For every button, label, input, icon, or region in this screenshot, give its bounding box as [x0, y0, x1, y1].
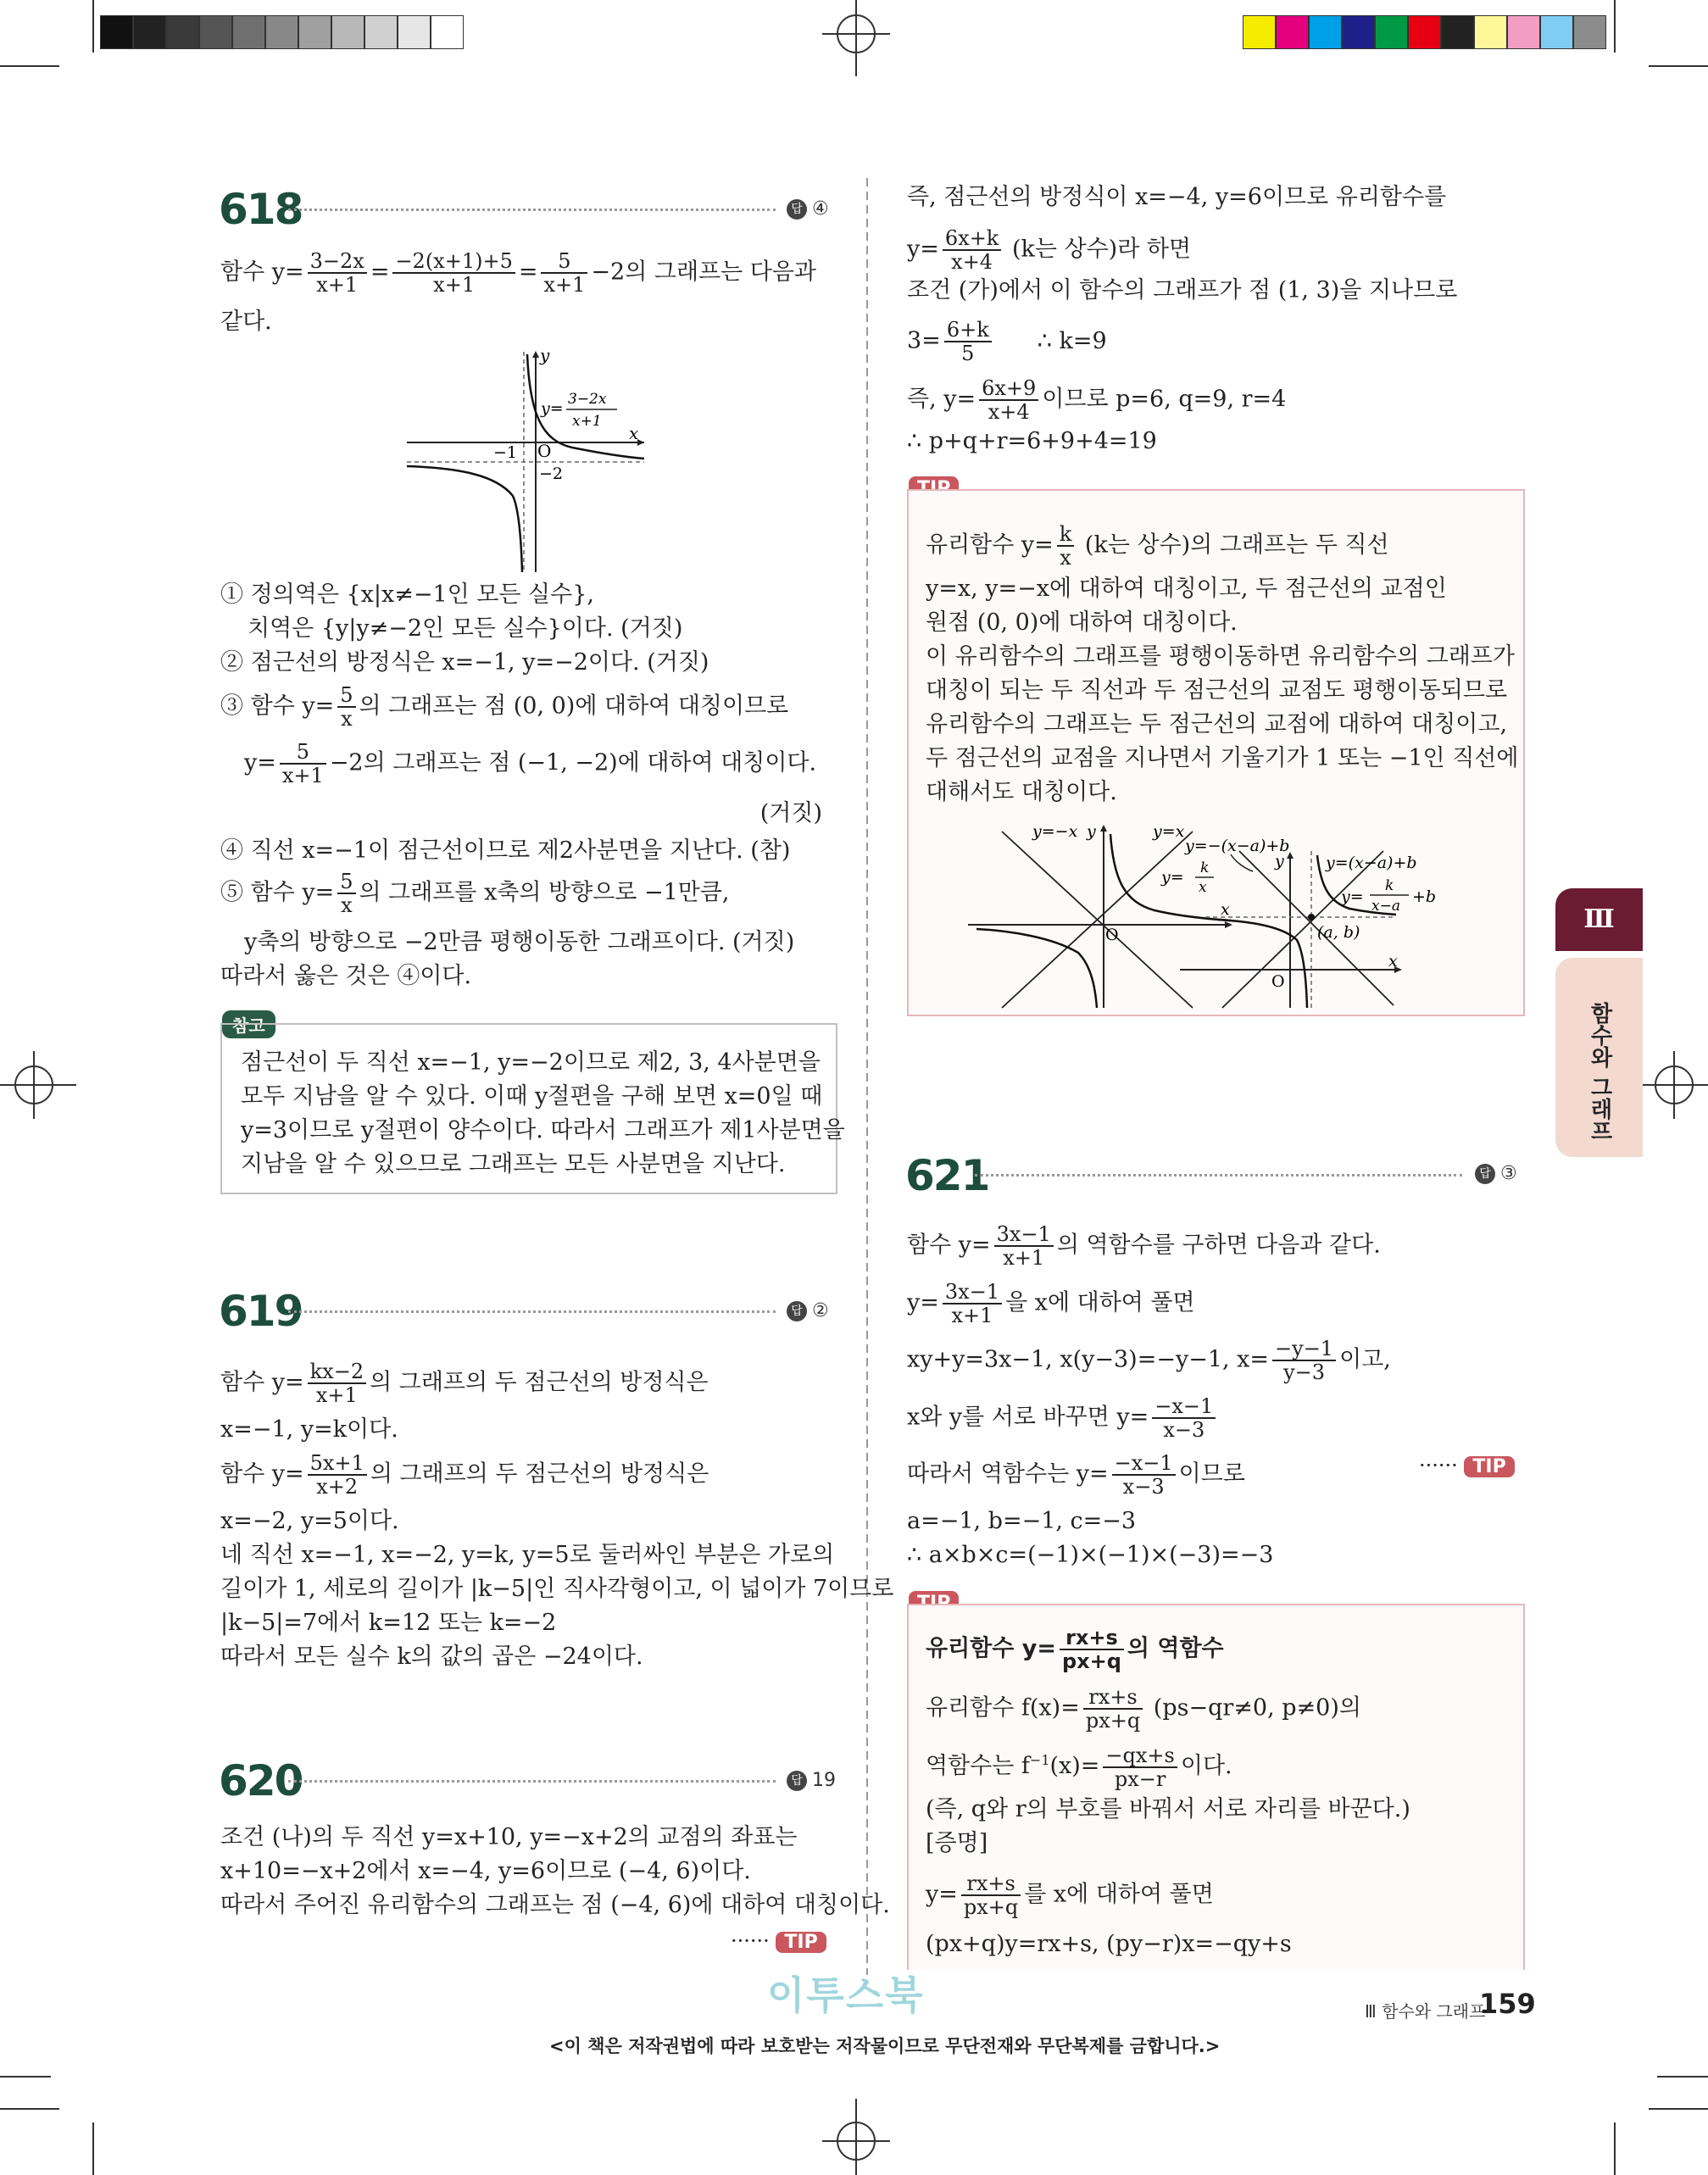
curve-label-shift: +b	[1412, 887, 1437, 906]
curve-label: y=	[1341, 887, 1364, 906]
chapter-tab[interactable]	[1555, 958, 1643, 1157]
axis-label-x: x	[1388, 952, 1398, 971]
answer-621: 답 ③	[1475, 1163, 1517, 1184]
tick-neg2: −2	[539, 464, 564, 483]
origin-label: O	[537, 441, 552, 461]
line-label-neg: y=−(x−a)+b	[1185, 837, 1290, 855]
page-number: 159	[1479, 1988, 1536, 2020]
axis-label-x: x	[629, 423, 639, 443]
line: 함수 y= $\frac{3x-1}{x+1}$ 의 역함수를 구하면 다음과 같다.	[907, 1222, 1381, 1270]
curve-label-num: 3−2x	[568, 391, 607, 408]
tip-line: 두 점근선의 교점을 지나면서 기울기가 1 또는 −1인 직선에	[926, 745, 1519, 771]
curve-label-num: k	[1385, 877, 1394, 894]
note-line: 모두 지남을 알 수 있다. 이때 y절편을 구해 보면 x=0일 때	[241, 1083, 823, 1110]
line: 함수 y= $\frac{kx-2}{x+1}$ 의 그래프의 두 점근선의 방정식은	[220, 1360, 709, 1407]
curve-label-den: x+1	[572, 413, 602, 430]
option-5-cont: y축의 방향으로 −2만큼 평행이동한 그래프이다. (거짓)	[244, 929, 795, 955]
answer-620: 답 19	[787, 1770, 836, 1791]
watermark-logo: 이투스북	[767, 1972, 925, 2018]
chapter-tab-number[interactable]: Ⅲ	[1555, 888, 1643, 951]
option-1-cont: 치역은 {y|y≠−2인 모든 실수}이다. (거짓)	[248, 615, 683, 642]
line: a=−1, b=−1, c=−3	[907, 1508, 1137, 1534]
option-3: ③ 함수 y= $\frac{5}{x}$ 의 그래프는 점 (0, 0)에 대하여 대칭이므로	[220, 683, 789, 731]
line: x와 y를 서로 바꾸면 y= $\frac{-x-1}{x-3}$	[907, 1395, 1219, 1441]
dotted-leader	[288, 209, 776, 211]
answer-618: 답 ④	[787, 198, 829, 220]
dotted-leader	[288, 1780, 776, 1783]
line: 같다.	[220, 309, 272, 335]
answer-619: 답 ②	[787, 1300, 829, 1321]
tip-reference-621: ······ TIP	[1419, 1454, 1515, 1477]
curve-label: y=	[541, 399, 564, 418]
axis-label-y: y	[1275, 852, 1284, 871]
tip-line: 이 유리함수의 그래프를 평행이동하면 유리함수의 그래프가	[926, 643, 1515, 670]
line: ∴ a×b×c=(−1)×(−1)×(−3)=−3	[907, 1542, 1274, 1568]
tip-line: [증명]	[926, 1830, 988, 1856]
axis-label-y: y	[540, 348, 550, 365]
line: |k−5|=7에서 k=12 또는 k=−2	[220, 1610, 557, 1636]
graph-618	[398, 348, 653, 576]
line: 함수 y= $\frac{3-2x}{x+1}$ = $\frac{-2(x+1)+5}{x+1}$ = $\frac{5}{x+1}$ −2의 그래프는 다음과	[220, 249, 817, 297]
line: x+10=−x+2에서 x=−4, y=6이므로 (−4, 6)이다.	[220, 1858, 751, 1884]
curve-label-num: k	[1200, 859, 1210, 876]
tip-line: 역함수는 $f^{-1}(x)=$ $\frac{-qx+s}{px-r}$ 이다.	[926, 1743, 1232, 1791]
tick-neg1: −1	[493, 443, 518, 462]
tip-line: 유리함수 f(x)= $\frac{rx+s}{px+q}$ (ps−qr≠0, p≠0)의	[926, 1685, 1361, 1733]
line: 즉, 점근선의 방정식이 x=−4, y=6이므로 유리함수를	[907, 184, 1447, 210]
tip-line: 유리함수의 그래프는 두 점근선의 교점에 대하여 대칭이고,	[926, 711, 1508, 737]
axis-label-y: y	[1087, 822, 1096, 841]
problem-number-620: 620	[219, 1756, 303, 1805]
tip-line: (즉, q와 r의 부호를 바꿔서 서로 자리를 바꾼다.)	[926, 1796, 1410, 1822]
curve-label-den: x	[1199, 879, 1207, 896]
note-line: 지남을 알 수 있으므로 그래프는 모든 사분면을 지난다.	[241, 1151, 786, 1177]
line: ∴ p+q+r=6+9+4=19	[907, 428, 1157, 454]
tip-box-asymptote-symmetry	[907, 489, 1525, 1016]
tip-line: 원점 (0, 0)에 대하여 대칭이다.	[926, 609, 1238, 636]
line: 조건 (가)에서 이 함수의 그래프가 점 (1, 3)을 지나므로	[907, 277, 1458, 303]
tip-line: (px+q)y=rx+s, (py−r)x=−qy+s	[926, 1931, 1292, 1957]
conclusion: 따라서 옳은 것은 ④이다.	[220, 963, 472, 989]
dotted-leader	[288, 1310, 776, 1313]
option-4: ④ 직선 x=−1이 점근선이므로 제2사분면을 지난다. (참)	[220, 837, 791, 864]
line: 따라서 역함수는 y= $\frac{-x-1}{x-3}$ 이므로	[907, 1451, 1245, 1499]
option-5: ⑤ 함수 y= $\frac{5}{x}$ 의 그래프를 x축의 방향으로 −1만큼,	[220, 870, 730, 917]
line: 조건 (나)의 두 직선 y=x+10, y=−x+2의 교점의 좌표는	[220, 1824, 798, 1850]
chapter-tab-title: 함수와 그래프	[1587, 1002, 1612, 1143]
center-point-label: (a, b)	[1317, 923, 1360, 942]
option-3-cont: y= $\frac{5}{x+1}$ −2의 그래프는 점 (−1, −2)에 대하여 대칭이다.	[244, 740, 817, 787]
line-label-neg: y=−x	[1032, 822, 1078, 841]
note-tag: 참고	[222, 1010, 275, 1038]
tip-line: 유리함수 y= $\frac{k}{x}$ (k는 상수)의 그래프는 두 직선	[926, 522, 1389, 570]
line: 함수 y= $\frac{5x+1}{x+2}$ 의 그래프의 두 점근선의 방정식은	[220, 1451, 709, 1499]
problem-number-618: 618	[219, 185, 303, 234]
line: x=−2, y=5이다.	[220, 1508, 399, 1534]
tip-reference-620: ······ TIP	[731, 1929, 826, 1953]
tip-line: 대해서도 대칭이다.	[926, 779, 1117, 805]
line: 네 직선 x=−1, x=−2, y=k, y=5로 둘러싸인 부분은 가로의	[220, 1542, 835, 1568]
line: 길이가 1, 세로의 길이가 |k−5|인 직사각형이고, 이 넓이가 7이므로	[220, 1576, 894, 1602]
curve-label-den: x−a	[1371, 898, 1400, 915]
line: xy+y=3x−1, x(y−3)=−y−1, x= $\frac{-y-1}{y-3}$ 이고,	[907, 1337, 1391, 1384]
option-1: ① 정의역은 {x|x≠−1인 모든 실수},	[220, 581, 594, 608]
tip-line: 대칭이 되는 두 직선과 두 점근선의 교점도 평행이동되므로	[926, 677, 1508, 704]
tip-heading: 유리함수 y= $\frac{rx+s}{px+q}$ 의 역함수	[926, 1626, 1224, 1673]
note-line: y=3이므로 y절편이 양수이다. 따라서 그래프가 제1사분면을	[241, 1117, 845, 1143]
tip-box-inverse	[907, 1604, 1525, 1970]
origin-label: O	[1105, 926, 1119, 944]
line: 따라서 주어진 유리함수의 그래프는 점 (−4, 6)에 대하여 대칭이다.	[220, 1892, 890, 1918]
note-line: 점근선이 두 직선 x=−1, y=−2이므로 제2, 3, 4사분면을	[241, 1049, 821, 1076]
note-box	[220, 1023, 845, 1194]
chapter-footer: Ⅲ 함수와 그래프	[1365, 2001, 1486, 2022]
curve-label: y=	[1161, 868, 1184, 887]
line: 즉, y= $\frac{6x+9}{x+4}$ 이므로 p=6, q=9, r=4	[907, 376, 1287, 424]
dotted-leader	[975, 1174, 1462, 1177]
line: x=−1, y=k이다.	[220, 1416, 398, 1443]
copyright-notice: <이 책은 저작권법에 따라 보호받는 저작물이므로 무단전재와 무단복제를 금합니다.>	[549, 2036, 1221, 2056]
problem-number-619: 619	[219, 1287, 303, 1336]
option-3-verdict: (거짓)	[759, 800, 822, 826]
line: y= $\frac{3x-1}{x+1}$ 을 x에 대하여 풀면	[907, 1280, 1195, 1327]
line: 따라서 모든 실수 k의 값의 곱은 −24이다.	[220, 1644, 643, 1670]
problem-number-621: 621	[905, 1151, 989, 1200]
line-label-pos: y=(x−a)+b	[1326, 854, 1417, 872]
axis-label-x: x	[1221, 900, 1230, 919]
origin-label: O	[1271, 972, 1285, 991]
tip-line: y= $\frac{rx+s}{px+q}$ 를 x에 대하여 풀면	[926, 1872, 1214, 1919]
line-label-pos: y=x	[1153, 822, 1185, 841]
tip-line: y=x, y=−x에 대하여 대칭이고, 두 점근선의 교점인	[926, 576, 1447, 602]
line: 3= $\frac{6+k}{5}$ ∴ k=9	[907, 318, 1107, 365]
line: y= $\frac{6x+k}{x+4}$ (k는 상수)라 하면	[907, 226, 1192, 274]
option-2: ② 점근선의 방정식은 x=−1, y=−2이다. (거짓)	[220, 649, 709, 676]
